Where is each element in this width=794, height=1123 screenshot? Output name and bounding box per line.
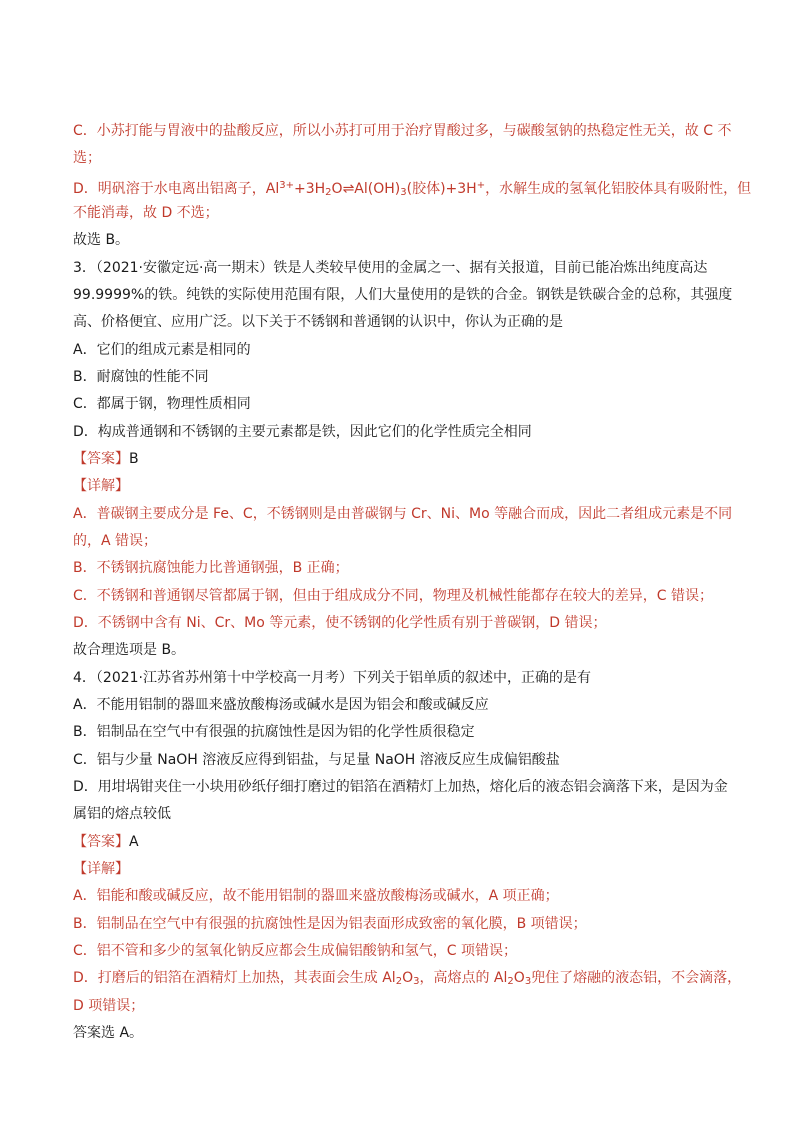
- q4-conclusion: 答案选 A。: [73, 1025, 144, 1041]
- q3-explanation-line: 的，A 错误；: [73, 533, 158, 549]
- answer-value: A: [129, 834, 139, 850]
- prev-explanation-c-line1: C．小苏打能与胃液中的盐酸反应，所以小苏打可用于治疗胃酸过多，与碳酸氢钠的热稳定性无关，故 C 不: [73, 123, 732, 139]
- q3-option-d: D．构成普通钢和不锈钢的主要元素都是铁，因此它们的化学性质完全相同: [73, 424, 532, 440]
- q4-explanation-d-line1: D．打磨后的铝箔在酒精灯上加热，其表面会生成 $Al_2O_3$，高熔点的 $Al_2O_3$兜住了熔融的液态铝，不会滴落，: [73, 970, 742, 987]
- q3-option-c: C．都属于钢，物理性质相同: [73, 396, 251, 412]
- q4-option-a: A．不能用铝制的器皿来盛放酸梅汤或碱水是因为铝会和酸或碱反应: [73, 697, 489, 713]
- q3-option-a: A．它们的组成元素是相同的: [73, 342, 251, 358]
- q3-explanation-line: D．不锈钢中含有 Ni、Cr、Mo 等元素，使不锈钢的化学性质有别于普碳钢，D 错误；: [73, 615, 607, 631]
- q4-option-d-line1: D．用坩埚钳夹住一小块用砂纸仔细打磨过的铝箔在酒精灯上加热，熔化后的液态铝会滴落下来，是因为金: [73, 779, 728, 795]
- q4-option-b: B．铝制品在空气中有很强的抗腐蚀性是因为铝的化学性质很稳定: [73, 724, 475, 740]
- prev-explanation-d-line2: 不能消毒，故 D 不选；: [73, 205, 219, 221]
- q3-explanation-line: A．普碳钢主要成分是 Fe、C，不锈钢则是由普碳钢与 Cr、Ni、Mo 等融合而成，因此二者组成元素是不同: [73, 506, 733, 522]
- prev-conclusion: 故选 B。: [73, 232, 130, 248]
- q3-explanation-line: B．不锈钢抗腐蚀能力比普通钢强，B 正确；: [73, 560, 349, 576]
- q3-explanation-line: C．不锈钢和普通钢尽管都属于钢，但由于组成成分不同，物理及机械性能都存在较大的差异，C 错误；: [73, 588, 713, 604]
- q4-answer: [73, 832, 754, 852]
- q3-stem-line2: 99.9999%的铁。纯铁的实际使用范围有限，人们大量使用的是铁的合金。钢铁是铁碳合金的总称，其强度: [73, 287, 733, 303]
- q4-explanation-line: C．铝不管和多少的氢氧化钠反应都会生成偏铝酸钠和氢气，C 项错误；: [73, 943, 517, 959]
- prev-explanation-d-line1: D．明矾溶于水电离出铝离子，$Al^{3+}+3H_2O\rightleftharpoons Al(OH)_3$(胶体)+3H+，水解生成的氢氧化铝胶体具有吸附性，但: [73, 180, 752, 198]
- q4-stem: 4．（2021·江苏省苏州第十中学校高一月考）下列关于铝单质的叙述中，正确的是有: [73, 670, 591, 686]
- q4-option-d-line2: 属铝的熔点较低: [73, 806, 171, 822]
- q4-explanation-line: B．铝制品在空气中有很强的抗腐蚀性是因为铝表面形成致密的氧化膜，B 项错误；: [73, 916, 587, 932]
- q3-detail-label: 【详解】: [73, 478, 129, 494]
- q4-option-c: C．铝与少量 NaOH 溶液反应得到铝盐，与足量 NaOH 溶液反应生成偏铝酸盐: [73, 752, 560, 768]
- q3-option-b: B．耐腐蚀的性能不同: [73, 369, 209, 385]
- prev-explanation-c-line2: 选；: [73, 150, 101, 166]
- q4-detail-label: 【详解】: [73, 861, 129, 877]
- answer-label: 【答案】: [73, 834, 129, 850]
- answer-label: 【答案】: [73, 451, 129, 467]
- q3-stem-line1: 3．（2021·安徽定远·高一期末）铁是人类较早使用的金属之一、据有关报道，目前已能冶炼出纯度高达: [73, 260, 708, 276]
- q3-answer: [73, 449, 754, 469]
- answer-value: B: [129, 451, 139, 467]
- q4-explanation-line: A．铝能和酸或碱反应，故不能用铝制的器皿来盛放酸梅汤或碱水，A 项正确；: [73, 888, 559, 904]
- q3-conclusion: 故合理选项是 B。: [73, 642, 186, 658]
- q4-explanation-d-line2: D 项错误；: [73, 998, 145, 1014]
- q3-stem-line3: 高、价格便宜、应用广泛。以下关于不锈钢和普通钢的认识中，你认为正确的是: [73, 314, 563, 330]
